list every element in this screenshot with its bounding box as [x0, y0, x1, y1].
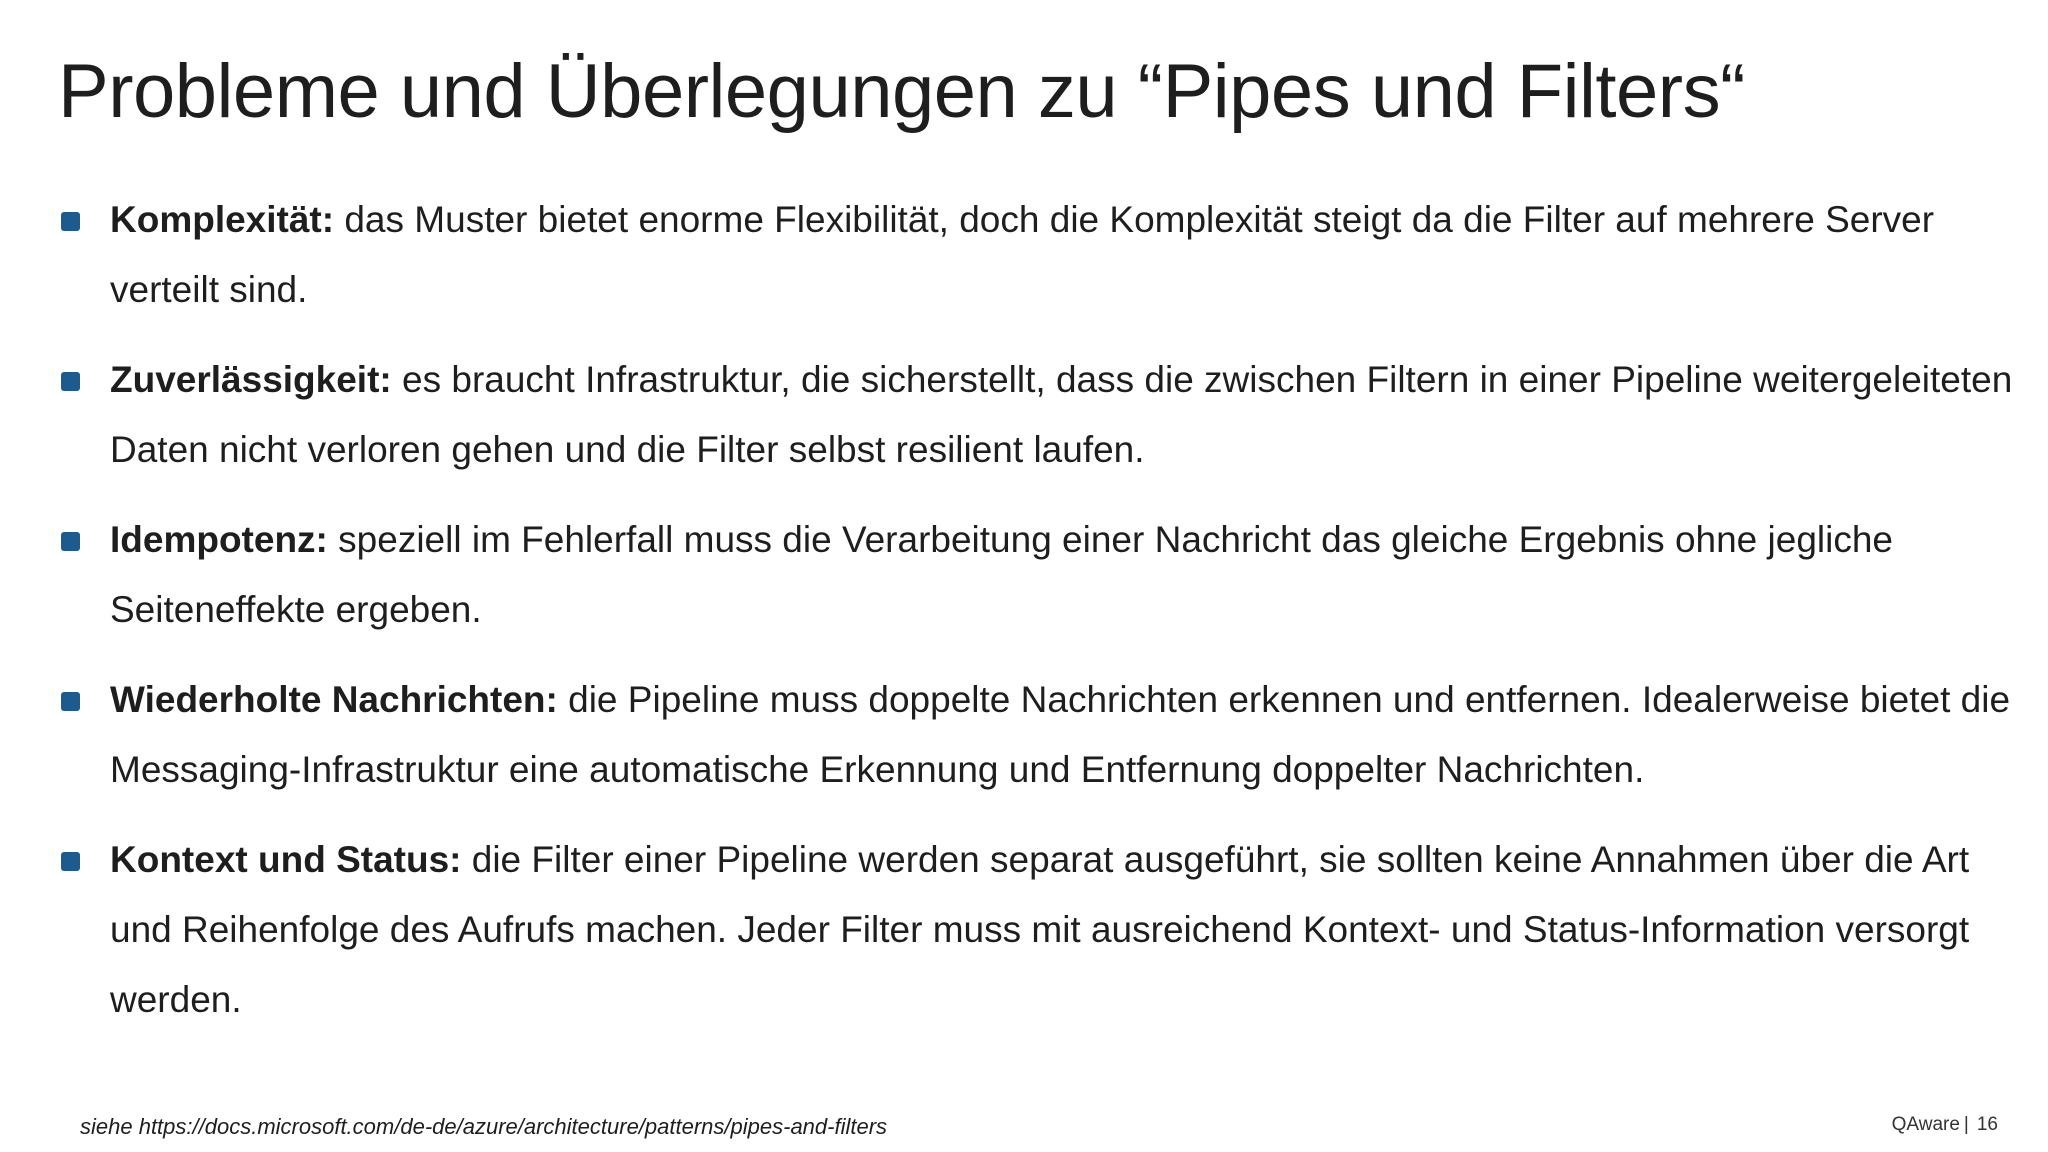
square-bullet-icon: [61, 852, 80, 871]
bullet-text: speziell im Fehlerfall muss die Verarbeitung einer Nachricht das gleiche Ergebnis ohne jegliche Seiteneffekte ergeben.: [110, 519, 1894, 630]
square-bullet-icon: [61, 372, 80, 391]
footer-brand: [1892, 1114, 1998, 1136]
bullet-text: es braucht Infrastruktur, die sicherstellt, dass die zwischen Filtern in einer Pipeline weitergeleiteten Daten nicht verloren gehen und die Filter selbst resilient laufen.: [110, 359, 2013, 470]
bullet-list: [58, 185, 2018, 1055]
footer-separator: |: [1963, 1114, 1969, 1135]
square-bullet-icon: [61, 692, 80, 711]
page-number: 16: [1976, 1114, 1998, 1135]
bullet-item: [58, 345, 2018, 485]
bullet-item: [58, 505, 2018, 645]
bullet-term: Zuverlässigkeit:: [110, 359, 392, 400]
bullet-term: Komplexität:: [110, 199, 335, 240]
bullet-text: das Muster bietet enorme Flexibilität, doch die Komplexität steigt da die Filter auf mehrere Server verteilt sind.: [110, 199, 1935, 310]
bullet-term: Wiederholte Nachrichten:: [110, 679, 558, 720]
bullet-text: die Pipeline muss doppelte Nachrichten erkennen und entfernen. Idealerweise bietet die Messaging-Infrastruktur eine automatische Erkennung und Entfernung doppelter Nachrichten.: [110, 679, 2011, 790]
brand-name: QAware: [1891, 1114, 1960, 1135]
footer-source-link[interactable]: siehe https://docs.microsoft.com/de-de/azure/architecture/patterns/pipes-and-filters: [80, 1114, 888, 1139]
bullet-item: [58, 185, 2018, 325]
square-bullet-icon: [61, 532, 80, 551]
bullet-term: Idempotenz:: [110, 519, 328, 560]
bullet-text: die Filter einer Pipeline werden separat ausgeführt, sie sollten keine Annahmen über die Art und Reihenfolge des Aufrufs machen. Jeder Filter muss mit ausreichend Kontext- und Status-Information versorgt werden.: [110, 839, 1970, 1020]
slide-title: Probleme und Überlegungen zu “Pipes und Filters“: [58, 49, 1745, 134]
square-bullet-icon: [61, 212, 80, 231]
bullet-item: [58, 825, 2018, 1035]
bullet-term: Kontext und Status:: [110, 839, 462, 880]
bullet-item: [58, 665, 2018, 805]
